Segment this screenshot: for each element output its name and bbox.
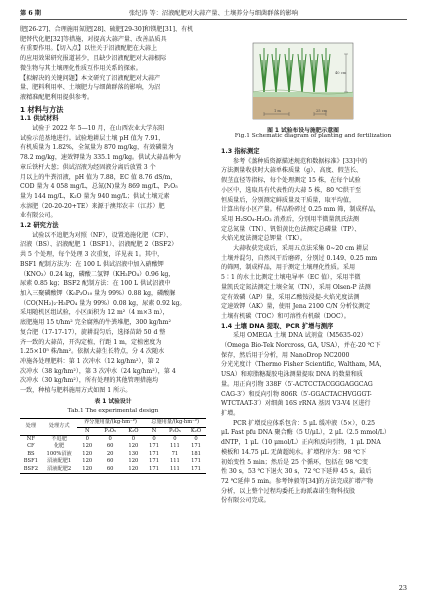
text-line: 定有效磷（AP）量，采用乙酸铵浸提-火焰光度法测 — [221, 293, 360, 301]
text-line: 保存，然后用于分析，用 NanoDrop NC2000 — [221, 351, 350, 359]
text-line: 模板和 14.75 μL 无菌超纯水。扩增程序为：98 ℃下 — [221, 448, 367, 456]
text-line: 量。用正向引物 338F（5′-ACTCCTACGGGAGGCAG — [221, 380, 373, 388]
text-line: COD 量为 4 058 mg/L，总氮(N)量为 869 mg/L，P₂O₅ — [20, 183, 178, 191]
table-head-group1: 养分施用量/(kg·hm⁻²) — [77, 419, 145, 427]
text-line: 有机质量为 1.82%，全氮量为 870 mg/kg，有效磷量为 — [20, 144, 174, 152]
table-cell: 100%沼液 — [46, 450, 72, 457]
text-line: 小区中，选取具有代表性的大蒜 5 株，80 ℃烘干至 — [221, 186, 362, 194]
text-line: 底肥施用 15 t/hm² 完全腐熟的牛粪堆肥，300 kg/hm² — [20, 319, 171, 327]
text-line: 参考《蒸种质资源描述规范和数据标准》[33]中的 — [233, 157, 368, 165]
plant-spacing-label: 25 cm — [316, 109, 328, 113]
table-cell: 171 — [191, 443, 201, 450]
paragraph-indicators — [221, 157, 407, 322]
text-line: （CO(NH₂)₂·H₃PO₄ 量为 99%）0.08 kg，尿素 0.92 kg。 — [20, 299, 186, 307]
table-cell: 171 — [191, 465, 201, 472]
table-cell: 0 — [194, 435, 198, 442]
text-line: 土壤并混匀，自然风干后磨碎，分别过 0.149、0.25 mm — [221, 254, 378, 262]
text-line: 业有限公司。 — [20, 212, 57, 220]
table-row — [20, 458, 206, 465]
intro-paragraph — [20, 25, 206, 103]
text-line: 复合肥（17-17-17），旋耕混匀后，选择苗龄 50 d 整 — [20, 328, 166, 336]
text-line: 有重要作用。【切入点】以往关于沼液配肥在大蒜上 — [20, 45, 158, 53]
table-cell: 171 — [149, 458, 159, 465]
table-cell: 60 — [106, 443, 114, 450]
text-line: 水溶肥（20-20-20+TE）来源于澳邦农丰（江苏）肥 — [20, 202, 165, 210]
text-line: CAG-3′）和反向引物 806R（5′-GGACTACHVGGGT- — [221, 390, 372, 398]
text-line: 方法测量收获时大蒜单株质量（g）、高度、假茎长、 — [221, 167, 363, 175]
text-line: 量凯氏定氮法测定土壤全氮（TN），采用 Olsen-P 法测 — [221, 283, 371, 291]
text-line: 试验于 2022 年 5—10 月，在山西农业大学东阳 — [32, 125, 165, 133]
text-line: 的筛网，制成样品，用于测定土壤理化性质。采用 — [221, 264, 356, 272]
planting-diagram — [250, 40, 356, 122]
text-line: 次冲水（38 kg/hm²），第 3 次冲水（24 kg/hm²），第 4 — [20, 367, 176, 375]
text-line: 计算出每小区产量。样品粉碎过 0.25 mm 筛，制成样品， — [221, 206, 380, 214]
text-line: 初始变性 5 min；然后是 25 个循环，包括在 98 ℃变 — [221, 458, 368, 466]
table-cell: NF — [26, 435, 35, 442]
design-table — [20, 418, 206, 474]
table-cell: 0 — [131, 435, 136, 442]
text-line: BSF1 配制方法为：在 100 L 供试沼液中加入硝酸钾 — [20, 260, 164, 268]
text-line: 沼液（BS）、沼液配肥 1（BSF1）、沼液配肥 2（BSF2） — [20, 241, 178, 249]
table-subhead: K₂O — [190, 427, 202, 434]
table-cell: 171 — [149, 465, 159, 472]
text-line: 采用 H₂SO₄-H₂O₂ 消煮后，分别用半微量凯氏法测 — [221, 215, 359, 223]
table-cell: BSF1 — [23, 458, 38, 465]
text-line: 采用 OMEGA 土壤 DNA 试剂盒（M5635-02） — [233, 332, 367, 340]
table-cell: 171 — [191, 458, 201, 465]
text-line: WTCTAAT-3′）对细菌 16S rRNA 基因 V3-V4 区进行 — [221, 400, 371, 408]
figure-caption-en: Fig.1 Schematic diagram of planting and fertilization — [234, 133, 392, 139]
table-subhead: P₂O₅ — [104, 427, 117, 434]
text-line: 分析，以上整个过程均委托上海派森诺生物科技股 — [221, 487, 356, 495]
paragraph-materials — [20, 124, 206, 221]
text-line: USA）和琼脂糖凝胶电泳测量提取 DNA 的数量和质 — [221, 371, 363, 379]
text-line: 量为 144 mg/L，K₂O 量为 940 mg/L；供试土壤元素 — [20, 192, 170, 200]
text-line: 72 ℃延伸 5 min。参考钟毅等[34]的方法完成扩增产物 — [221, 477, 374, 485]
table-cell: 60 — [106, 465, 114, 472]
text-line: 液精准配肥利用提供参考。 — [20, 93, 94, 101]
section-heading-1-2: 1.2 研究方法 — [20, 222, 59, 230]
text-line: 肥[26-27]、合理施用氮肥[28]、硫肥[29-30]和镁肥[31]、有机 — [20, 26, 194, 33]
table-subhead: N — [151, 427, 157, 434]
table-cell: 0 — [85, 435, 89, 442]
text-line: 加入三聚磷酸钾（K₅P₃O₁₀ 量为 99%）0.88 kg，磷酸脲 — [20, 289, 176, 297]
table-head-treatment: 处理 — [25, 423, 37, 430]
text-line: 【拟解决的关键问题】本文研究了沼液配肥对大蒜产 — [20, 74, 161, 82]
section-heading-1-3: 1.3 指标测定 — [221, 148, 260, 155]
table-cell: 120 — [82, 450, 93, 457]
table-cell: 120 — [128, 458, 139, 465]
table-cell: 111 — [169, 458, 180, 465]
text-line: 分光光度计（Thermo Fisher Scientific, Waltham, MA, — [221, 361, 382, 369]
left-column — [20, 25, 206, 474]
text-line: 定速效钾（AK）量，使用 Jena 2100 C/N 分析仪测定 — [221, 303, 371, 311]
issue-number: 第 6 期 — [20, 10, 41, 17]
row-width-label: 1 m — [274, 109, 281, 113]
table-cell: 171 — [149, 443, 159, 450]
table-cell: 181 — [191, 450, 201, 457]
text-line: 量、肥料利用率、土壤肥力与细菌群落的影响，为沼 — [20, 84, 161, 92]
table-cell: 不追肥 — [51, 435, 67, 442]
table-cell: 120 — [128, 443, 139, 450]
table-cell: BSF2 — [23, 465, 38, 472]
text-line: 5∶1 的水土比测定土壤电导率（EC 值），采用半微 — [221, 274, 361, 282]
text-line: 性 30 s，53 ℃下退火 30 s，72 ℃下延伸 45 s，最后 — [221, 468, 372, 476]
section-heading-1-1: 1.1 供试材料 — [20, 115, 59, 123]
table-cell: 71 — [171, 450, 179, 457]
table-row — [20, 443, 206, 450]
text-line: 肥替代化肥[32]等措施，对提高大蒜产量、改善品质具 — [20, 35, 167, 43]
text-line: 齐一致的大蒜苗，开沟定植，行距 1 m，定植密度为 — [20, 338, 162, 346]
table-cell: 0 — [173, 435, 177, 442]
paragraph-dna — [221, 331, 407, 506]
text-line: PCR 扩增反应体系包含：5 μL 缓冲液（5×），0.25 — [233, 419, 375, 427]
text-line: 份有限公司完成。 — [221, 497, 270, 505]
text-line: 冲施各处理肥料：第 1 次冲水（12 kg/hm²），第 2 — [20, 357, 160, 365]
text-line: 火焰光度法测定总钾量（TK）。 — [221, 235, 306, 243]
table-cell: 111 — [169, 465, 180, 472]
table-head-description: 处理方式 — [48, 423, 70, 430]
text-line: dNTP，1 μL（10 μmol/L）正向和反向引物，1 μL DNA — [221, 439, 381, 447]
table-row — [20, 466, 206, 474]
text-line: 扩增。 — [221, 409, 240, 417]
section-heading-1: 1 材料与方法 — [20, 104, 64, 114]
text-line: 假茎直径等指标，每个处理测定 15 株，在每个试验 — [221, 177, 361, 185]
table-cell: 60 — [106, 458, 114, 465]
table-cell: 0 — [152, 435, 156, 442]
table-cell: 111 — [169, 443, 180, 450]
table-caption-en: Tab.1 The experimental design — [67, 408, 159, 415]
text-line: 的应用效果研究报道甚少，且缺少沼液配肥对大蒜根际 — [20, 55, 167, 63]
text-line: 共 5 个处理，每个处理 3 次重复，详见表 1。其中， — [20, 251, 164, 259]
text-line: 恒质量后，分别测定鲜质量及干质量，取平均值， — [221, 196, 356, 204]
table-cell: 0 — [108, 435, 112, 442]
running-title: 张纪涛 等：沼液配肥对大蒜产量、土壤养分与细菌群落的影响 — [128, 10, 299, 17]
text-line: 78.2 mg/kg，速效钾量为 335.1 mg/kg。供试大蒜品种为 — [20, 154, 181, 162]
figure-caption-cn: 图 1 试验布设与施肥示意图 — [267, 128, 339, 134]
table-head-group2: 总施用量/(kg·hm⁻²) — [144, 419, 206, 427]
table-subhead: N — [84, 427, 90, 434]
text-line: 月以上的牛粪沼液，pH 值为 7.88，EC 值 8.76 dS/m， — [20, 173, 177, 181]
text-line: 次冲水（30 kg/hm²），所有处理的其他管理措施均 — [20, 377, 159, 385]
text-line: 试验以不追肥为对照（NF），设置追施化肥（CF）、 — [32, 231, 173, 239]
text-line: 章丘铁杆大葱；供试沼液为经固液分离后放置 3 个 — [20, 163, 156, 171]
text-line: μL Fast pfu DNA 聚合酶（5 U/μL），2 μL（2.5 mmol/L） — [221, 429, 390, 437]
table-cell: 20 — [106, 450, 114, 457]
table-cell: 130 — [128, 450, 139, 457]
paragraph-methods — [20, 231, 206, 396]
table-cell: 120 — [82, 443, 93, 450]
table-cell: 120 — [82, 465, 93, 472]
table-cell: 沼液配肥1 — [47, 458, 72, 465]
text-line: 定总氮量（TN）、钒钼黄比色法测定总磷量（TP）、 — [221, 225, 361, 233]
page-number: 23 — [398, 584, 407, 592]
text-line: 尿素 0.85 kg；BSF2 配制方法：在 100 L 供试沼液中 — [20, 280, 171, 288]
table-cell: 120 — [128, 465, 139, 472]
text-line: 采用随机区组试验，小区面积为 12 m²（4 m×3 m）， — [20, 309, 169, 317]
table-subhead: K₂O — [128, 427, 139, 434]
section-heading-1-4: 1.4 土壤 DNA 提取、PCR 扩增与测序 — [221, 322, 334, 330]
text-line: 微生物与其土壤理化性质互作用关系的探索。 — [20, 64, 142, 72]
text-line: 一致，种植与肥料施用方式如图 1 所示。 — [20, 387, 132, 395]
running-header — [20, 8, 407, 20]
text-line: 试验示范基地进行。试验地耕层土壤 pH 值为 7.91， — [20, 134, 165, 142]
table-row — [20, 435, 206, 443]
table-cell: 120 — [82, 458, 93, 465]
table-cell: CF — [27, 443, 35, 450]
text-line: 1.25×10⁵ 株/hm²。依据大蒜生长特点，分 4 次随水 — [20, 348, 165, 356]
table-caption-cn: 表 1 试验设计 — [94, 398, 132, 405]
right-column — [221, 147, 407, 506]
table-subhead: P₂O₅ — [168, 427, 181, 434]
text-line: （Omega Bio-Tek Norcross, GA, USA），并在-20 ℃下 — [221, 342, 381, 350]
table-cell: BS — [27, 450, 35, 457]
text-line: （KNO₃）0.24 kg，磷酸二氢钾（KH₂PO₄）0.96 kg， — [20, 270, 175, 278]
table-cell: 化肥 — [53, 443, 65, 450]
table-cell: 171 — [149, 450, 159, 457]
height-label: 40 cm — [335, 71, 347, 75]
text-line: 大蒜收获完成后，采用五点法采集 0~20 cm 耕层 — [233, 245, 369, 253]
text-line: 土壤有机碳（TOC）和可溶性有机碳（DOC）。 — [221, 312, 350, 320]
table-cell: 沼液配肥2 — [47, 465, 72, 472]
